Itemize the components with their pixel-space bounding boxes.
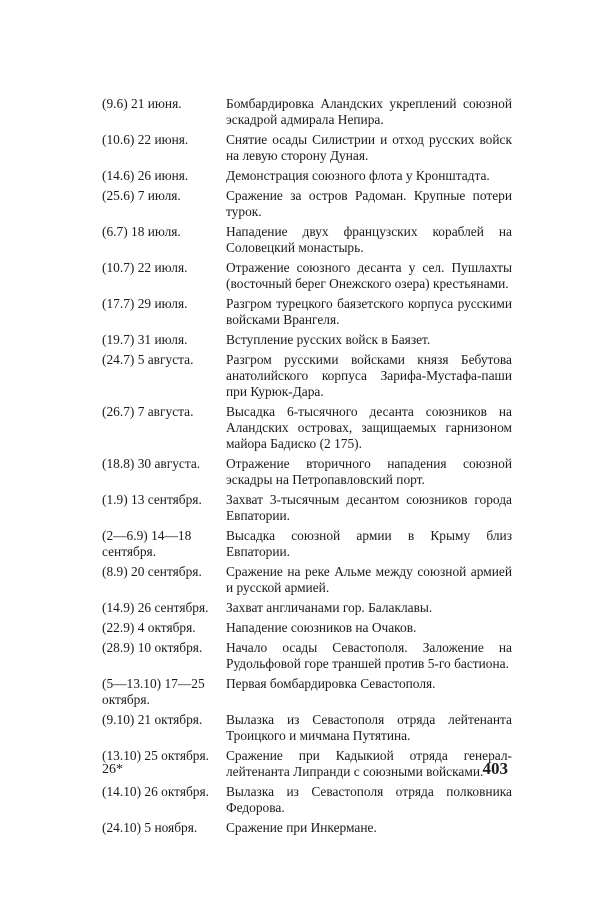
entry-date: (24.10) 5 ноября. — [102, 820, 198, 835]
entry-event: Сражение при Кадыкиой отряда генерал-лейтенанта Липранди с союзными войсками. — [226, 748, 512, 779]
entry-event: Вступление русских войск в Баязет. — [226, 332, 431, 347]
chronology-entry — [102, 528, 512, 560]
chronology-entry — [102, 352, 512, 400]
entry-event: Разгром турецкого баязетского корпуса русскими войсками Врангеля. — [226, 296, 512, 327]
page-footer — [102, 759, 512, 782]
entry-event: Разгром русскими войсками князя Бебутова анатолийского корпуса Зарифа-Мустафа-паши при Курюк-Дара. — [226, 352, 512, 399]
chronology-entry — [102, 168, 512, 184]
entry-event: Нападение союзников на Очаков. — [226, 620, 417, 635]
entry-date: (6.7) 18 июля. — [102, 224, 181, 239]
entry-date: (18.8) 30 августа. — [102, 456, 201, 471]
entry-date: (2—6.9) 14—18 сентября. — [102, 528, 195, 559]
chronology-entry — [102, 188, 512, 220]
entry-date: (10.6) 22 июня. — [102, 132, 189, 147]
entry-event: Вылазка из Севастополя отряда полковника Федорова. — [226, 784, 512, 815]
chronology-entry — [102, 132, 512, 164]
entry-date: (24.7) 5 августа. — [102, 352, 194, 367]
chronology-entry — [102, 600, 512, 616]
entry-date: (28.9) 10 октября. — [102, 640, 203, 655]
chronology-entry — [102, 676, 512, 708]
chronology-entry — [102, 784, 512, 816]
entry-date: (14.10) 26 октября. — [102, 784, 210, 799]
entry-date: (9.6) 21 июня. — [102, 96, 182, 111]
entry-date: (26.7) 7 августа. — [102, 404, 194, 419]
chronology-entry — [102, 296, 512, 328]
entry-date: (25.6) 7 июля. — [102, 188, 181, 203]
entry-event: Сражение за остров Ρадоман. Крупные потери турок. — [226, 188, 512, 219]
chronology-entry — [102, 332, 512, 348]
entry-date: (13.10) 25 октября. — [102, 748, 210, 763]
chronology-entry — [102, 224, 512, 256]
chronology-entry — [102, 404, 512, 452]
entry-event: Нападение двух французских кораблей на Соловецкий монастырь. — [226, 224, 512, 255]
entry-date: (5—13.10) 17—25 октября. — [102, 676, 209, 707]
entry-date: (14.9) 26 сентября. — [102, 600, 209, 615]
entry-event: Бомбардировка Аландских укреплений союзной эскадрой адмирала Непира. — [226, 96, 512, 127]
printer-signature: 26* — [102, 762, 123, 777]
entry-event: Вылазка из Севастополя отряда лейтенанта Троицкого и мичмана Путятина. — [226, 712, 512, 743]
entry-date: (8.9) 20 сентября. — [102, 564, 202, 579]
entry-event: Начало осады Севастополя. Заложение на Рудольфовой горе траншей против 5-го бастиона. — [226, 640, 512, 671]
entry-event: Сражение при Инкермане. — [226, 820, 377, 835]
entry-event: Захват 3-тысячным десантом союзников города Евпатории. — [226, 492, 512, 523]
entry-event: Захват англичанами гор. Балаклавы. — [226, 600, 433, 615]
entry-event: Отражение союзного десанта у сел. Пушлахты (восточный берег Онежского озера) крестьянами. — [226, 260, 512, 291]
entry-date: (14.6) 26 июня. — [102, 168, 189, 183]
chronology-entry — [102, 492, 512, 524]
entry-date: (17.7) 29 июля. — [102, 296, 188, 311]
chronology-entry — [102, 564, 512, 596]
entry-date: (1.9) 13 сентября. — [102, 492, 202, 507]
chronology-entry — [102, 456, 512, 488]
entry-event: Снятие осады Силистрии и отход русских войск на левую сторону Дуная. — [226, 132, 512, 163]
entry-event: Высадка 6-тысячного десанта союзников на Аландских островах, защищаемых гарнизоном майора Бадиско (2 175). — [226, 404, 512, 451]
chronology-entry — [102, 712, 512, 744]
chronology-entry — [102, 260, 512, 292]
page-number: 403 — [482, 759, 508, 778]
entry-event: Высадка союзной армии в Крыму близ Евпатории. — [226, 528, 512, 559]
chronology-entry — [102, 640, 512, 672]
entry-date: (9.10) 21 октября. — [102, 712, 203, 727]
chronology-list — [102, 96, 512, 840]
entry-date: (10.7) 22 июля. — [102, 260, 188, 275]
entry-date: (19.7) 31 июля. — [102, 332, 188, 347]
entry-event: Демонстрация союзного флота у Кронштадта. — [226, 168, 490, 183]
chronology-entry — [102, 620, 512, 636]
chronology-entry — [102, 96, 512, 128]
chronology-entry — [102, 820, 512, 836]
entry-event: Сражение на реке Альме между союзной армией и русской армией. — [226, 564, 512, 595]
entry-event: Первая бомбардировка Севастополя. — [226, 676, 436, 691]
entry-event: Отражение вторичного нападения союзной эскадры на Петропавловский порт. — [226, 456, 512, 487]
entry-date: (22.9) 4 октября. — [102, 620, 196, 635]
